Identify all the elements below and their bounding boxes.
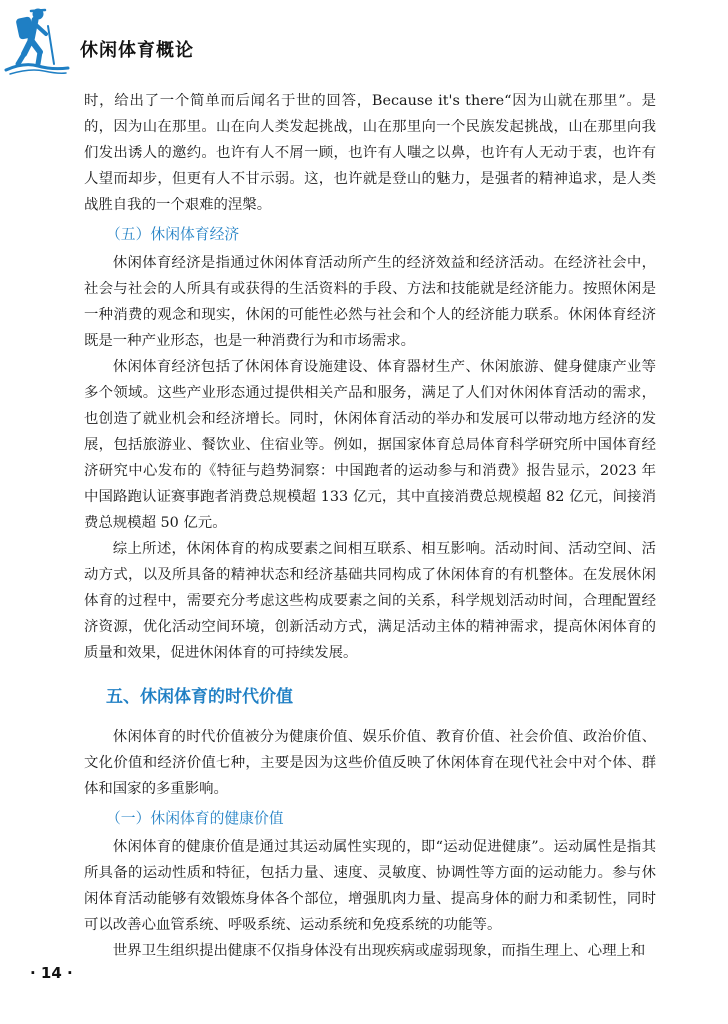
paragraph-summary: 综上所述，休闲体育的构成要素之间相互联系、相互影响。活动时间、活动空间、活动方式，以及所具备的精神状态和经济基础共同构成了休闲体育的有机整体。在发展休闲体育的过程中，需要充分考虑这些构成要素之间的关系，科学规划活动时间，合理配置经济资源，优化活动空间环境，创新活动方式，满足活动主体的精神需求，提高休闲体育的质量和效果，促进休闲体育的可持续发展。	[84, 541, 656, 661]
page-body	[84, 88, 656, 964]
paragraph-era-value-intro: 休闲体育的时代价值被分为健康价值、娱乐价值、教育价值、社会价值、政治价值、文化价值和经济价值七种，主要是因为这些价值反映了休闲体育在现代社会中对个体、群体和国家的多重影响。	[84, 729, 656, 797]
paragraph-health-value: 休闲体育的健康价值是通过其运动属性实现的，即“运动促进健康”。运动属性是指其所具备的运动性质和特征，包括力量、速度、灵敏度、协调性等方面的运动能力。参与休闲体育活动能够有效锻炼身体各个部位，增强肌肉力量、提高身体的耐力和柔韧性，同时可以改善心血管系统、呼吸系统、运动系统和免疫系统的功能等。	[84, 839, 656, 933]
subheading-health-value: （一）休闲体育的健康价值	[106, 810, 284, 827]
paragraph-economy-industries: 休闲体育经济包括了休闲体育设施建设、体育器材生产、休闲旅游、健身健康产业等多个领域。这些产业形态通过提供相关产品和服务，满足了人们对休闲体育活动的需求，也创造了就业机会和经济增长。同时，休闲体育活动的举办和发展可以带动地方经济的发展，包括旅游业、餐饮业、住宿业等。例如，据国家体育总局体育科学研究所中国体育经济研究中心发布的《特征与趋势洞察：中国跑者的运动参与和消费》报告显示，2023 年中国路跑认证赛事跑者消费总规模超 133 亿元，其中直接消费总规模超 82 亿元，间接消费总规模超 50 亿元。	[84, 359, 656, 531]
paragraph-who-health: 世界卫生组织提出健康不仅指身体没有出现疾病或虚弱现象，而指生理上、心理上和	[112, 943, 646, 959]
section-heading-era-value: 五、休闲体育的时代价值	[106, 687, 293, 707]
paragraph-mountain-climbing: 时，给出了一个简单而后闻名于世的回答，Because it's there“因为山就在那里”。是的，因为山在那里。山在向人类发起挑战，山在那里向一个民族发起挑战，山在那里向我们发出诱人的邀约。也许有人不屑一顾，也许有人嗤之以鼻，也许有人无动于衷，也许有人望而却步，但更有人不甘示弱。这，也许就是登山的魅力，是强者的精神追求，是人类战胜自我的一个艰难的涅槃。	[84, 93, 656, 213]
subheading-leisure-sports-economy: （五）休闲体育经济	[106, 226, 240, 243]
page-number: · 14 ·	[30, 964, 73, 982]
hiker-with-backpack-icon	[4, 4, 70, 76]
paragraph-economy-definition: 休闲体育经济是指通过休闲体育活动所产生的经济效益和经济活动。在经济社会中，社会与社会的人所具有或获得的生活资料的手段、方法和技能就是经济能力。按照休闲是一种消费的观念和现实，休闲的可能性必然与社会和个人的经济能力联系。休闲体育经济既是一种产业形态，也是一种消费行为和市场需求。	[84, 255, 656, 349]
book-title: 休闲体育概论	[80, 40, 194, 61]
